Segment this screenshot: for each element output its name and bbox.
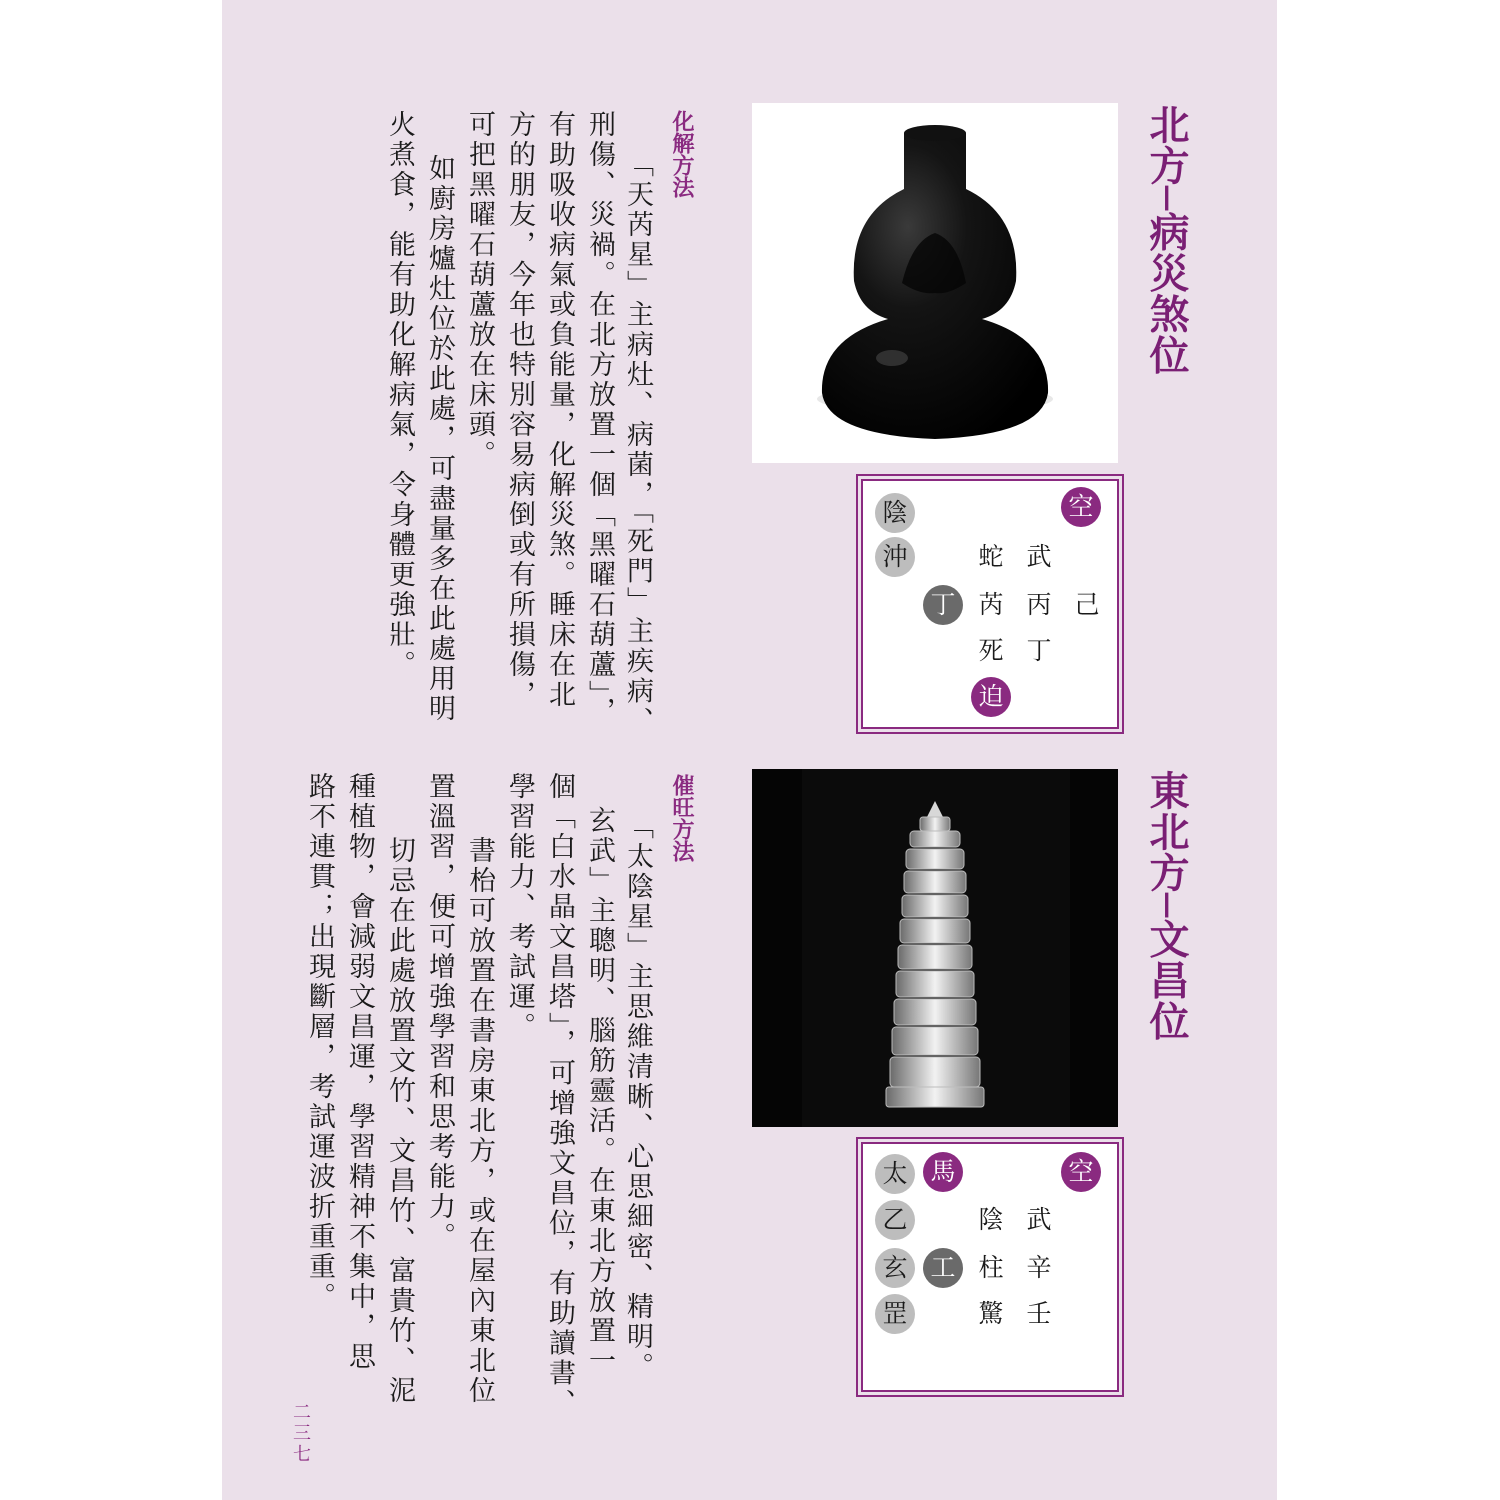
qimen-chart-north: [861, 479, 1119, 729]
text-column: 「天芮星」主病灶、病菌，「死門」主疾病、: [622, 150, 653, 737]
subtitle-resolve-method: 化解方法: [669, 110, 694, 198]
obsidian-gourd-photo: [752, 103, 1118, 463]
chart-cell: 武: [1026, 542, 1052, 571]
text-column: 個「白水晶文昌塔」，可增強文昌位，有助讀書、: [544, 772, 575, 1419]
text-column: 刑傷、災禍。在北方放置一個「黑曜石葫蘆」，: [584, 110, 615, 727]
chart-cell: 玄: [875, 1248, 915, 1288]
text-column: 玄武」主聰明、腦筋靈活。在東北方放置一: [584, 806, 615, 1376]
text-column: 如廚房爐灶位於此處，可盡量多在此處用明: [424, 124, 455, 724]
chart-cell: 空: [1061, 487, 1101, 527]
chart-cell: 空: [1061, 1152, 1101, 1192]
text-column: 火煮食，能有助化解病氣，令身體更強壯。: [384, 110, 415, 680]
crystal-pagoda-image: [752, 769, 1118, 1127]
obsidian-gourd-image: [752, 103, 1118, 463]
text-column: 學習能力、考試運。: [504, 772, 535, 1042]
subtitle-enhance-method: 催旺方法: [669, 774, 694, 862]
chart-cell: 芮: [978, 590, 1004, 619]
chart-cell: 丙: [1026, 590, 1052, 619]
chart-cell: 死: [978, 636, 1004, 665]
text-column: 種植物，會減弱文昌運，學習精神不集中，思: [344, 772, 375, 1372]
chart-cell: 武: [1026, 1205, 1052, 1234]
crystal-pagoda-photo: [752, 769, 1118, 1127]
chart-cell: 罡: [875, 1294, 915, 1334]
text-column: 有助吸收病氣或負能量，化解災煞。睡床在北: [544, 110, 575, 710]
text-column: 路不連貫；出現斷層，考試運波折重重。: [304, 772, 335, 1312]
section-title-north: 北方─病災煞位: [1143, 104, 1189, 376]
chart-cell: 壬: [1026, 1299, 1052, 1328]
chart-cell: 丁: [923, 585, 963, 625]
section-title-northeast: 東北方─文昌位: [1143, 770, 1189, 1042]
chart-cell: 沖: [875, 537, 915, 577]
chart-cell: 驚: [978, 1299, 1004, 1328]
page-number: 二三七: [290, 1402, 311, 1465]
text-column: 「太陰星」主思維清晰、心思細密、精明。: [622, 812, 653, 1382]
chart-cell: 蛇: [978, 542, 1004, 571]
text-column: 可把黑曜石葫蘆放在床頭。: [464, 110, 495, 470]
text-column: 方的朋友，今年也特別容易病倒或有所損傷，: [504, 110, 535, 710]
chart-cell: 乙: [875, 1200, 915, 1240]
text-column: 書枱可放置在書房東北方，或在屋內東北位: [464, 806, 495, 1406]
chart-cell: 丁: [1026, 636, 1052, 665]
chart-cell: 馬: [923, 1152, 963, 1192]
text-column: 置溫習，便可增強學習和思考能力。: [424, 772, 455, 1252]
chart-cell: 辛: [1026, 1253, 1052, 1282]
qimen-chart-northeast: [861, 1142, 1119, 1392]
chart-cell: 己: [1074, 590, 1100, 619]
chart-cell: 工: [923, 1248, 963, 1288]
chart-cell: 太: [875, 1154, 915, 1194]
chart-cell: 陰: [978, 1205, 1004, 1234]
text-column: 切忌在此處放置文竹、文昌竹、富貴竹、泥: [384, 806, 415, 1406]
chart-cell: 迫: [971, 677, 1011, 717]
chart-cell: 柱: [978, 1253, 1004, 1282]
chart-cell: 陰: [875, 493, 915, 533]
